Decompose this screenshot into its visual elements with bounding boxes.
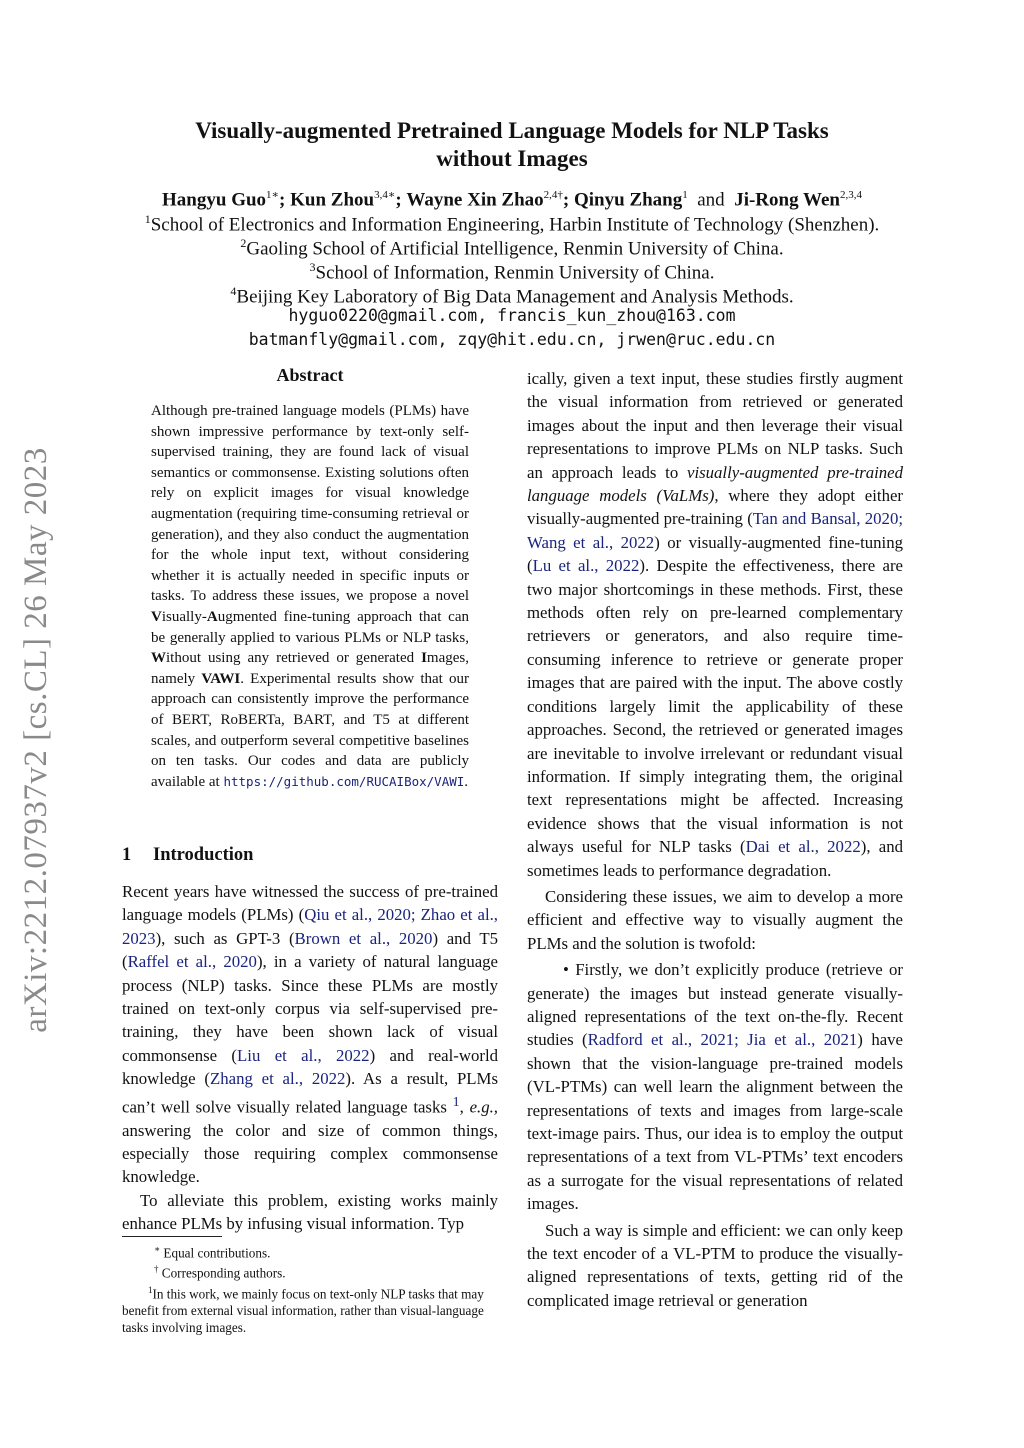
author-separator: ; — [562, 189, 570, 211]
email-line-2: batmanfly@gmail.com, zqy@hit.edu.cn, jrwen@ruc.edu.cn — [248, 330, 776, 349]
paragraph — [527, 1219, 903, 1313]
affiliation-text: School of Electronics and Information Engineering, Harbin Institute of Technology (Shenzhen). — [150, 214, 880, 236]
section-heading-introduction — [122, 845, 253, 866]
bullet-item — [527, 958, 903, 1215]
footnotes — [122, 1241, 498, 1336]
corresponding-author-mark: † — [557, 189, 563, 201]
abstract-bold-letter: A — [206, 608, 218, 625]
author-affiliation-sup: 2,4 — [543, 189, 558, 201]
author-and: and — [697, 189, 725, 211]
body-text: ). As a result, PLMs can’t well solve visually related language tasks — [122, 1069, 498, 1117]
footnote-text: Corresponding authors. — [158, 1265, 286, 1281]
paragraph — [122, 1189, 498, 1236]
equal-contribution-mark: ∗ — [387, 189, 396, 201]
affiliation-text: School of Information, Renmin University of China. — [315, 262, 715, 284]
right-column-body — [527, 367, 903, 1312]
abstract-text: Although pre-trained language models (PLMs) have shown impressive performance by text-only self-supervised training, they are found lack of visual semantics or commonsense. Existing solutions often rely on explicit images for visual knowledge augmentation (requiring time-consuming retrieval or generation), and they also conduct the augmentation for the whole input text, without considering whether it is actually needed in specific inputs or tasks. To address these issues, we propose a novel — [151, 403, 469, 605]
affiliation-sup: 2 — [240, 236, 247, 250]
body-text: ) or visually-augmented fine-tuning ( — [527, 532, 903, 576]
abstract-bold-letter: W — [151, 650, 166, 667]
body-text: ) and real-world knowledge ( — [122, 1045, 498, 1089]
paragraph — [122, 880, 498, 1189]
author-affiliation-sup: 3,4 — [374, 189, 388, 201]
footnote-mark: 1 — [148, 1284, 153, 1295]
footnote — [122, 1241, 498, 1261]
footnote — [122, 1261, 498, 1281]
left-column-body — [122, 880, 498, 1236]
author-name: Hangyu Guo — [162, 189, 267, 211]
citation-link[interactable]: Radford et al., 2021; Jia et al., 2021 — [587, 1030, 858, 1050]
affiliation-text: Gaoling School of Artificial Intelligence, Renmin University of China. — [246, 238, 784, 260]
footnote-ref-link[interactable]: 1 — [452, 1094, 460, 1110]
footnote — [122, 1282, 498, 1336]
abstract-body — [151, 401, 469, 792]
bullet-icon: • — [563, 960, 569, 980]
body-text: ), and sometimes leads to performance degradation. — [527, 837, 903, 880]
author-separator: ; — [279, 189, 286, 211]
citation-link[interactable]: Tan and Bansal, 2020; Wang et al., 2022 — [527, 509, 903, 552]
body-text: Firstly, we don’t explicitly produce (retrieve or generate) the images but instead generate visually-aligned representations of the text on-the-fly. Recent studies ( — [527, 960, 903, 1050]
author-separator: ; — [395, 189, 402, 211]
body-text: answering the color and size of common things, especially those requiring complex commonsense knowledge. — [122, 1120, 498, 1187]
footnote-text: In this work, we mainly focus on text-only NLP tasks that may benefit from external visual information, rather than visual-language tasks involving images. — [122, 1286, 484, 1336]
body-text: Recent years have witnessed the success of pre-trained language models (PLMs) ( — [122, 882, 498, 925]
citation-link[interactable]: Liu et al., 2022 — [237, 1045, 370, 1065]
abstract-bold-letter: I — [421, 650, 427, 667]
paper-title — [100, 117, 924, 173]
body-text: ). Despite the effectiveness, there are two major shortcomings in these methods. First, these methods often rely on pre-learned complementary retrievers or generators, and also require time-consuming inference to retrieve or generate proper images that are paired with the input. The above costly conditions largely limit the applicability of these approaches. Second, the retrieved or generated images are inevitable to involve irrelevant or redundant visual information. If simply integrating them, the original text representations might be affected. Increasing evidence shows that the visual information is not always useful for NLP tasks ( — [527, 556, 903, 857]
abstract-heading: Abstract — [276, 365, 344, 385]
title-line-2: without Images — [436, 146, 588, 171]
body-text: , where they adopt either visually-augmented pre-training ( — [527, 486, 903, 529]
affiliation-text: Beijing Key Laboratory of Big Data Management and Analysis Methods. — [236, 286, 794, 308]
section-title: Introduction — [153, 845, 254, 865]
abstract-text: . Experimental results show that our approach can consistently improve the performance of BERT, RoBERTa, BART, and T5 at different scales, and outperform several competitive baselines on ten tasks. Our codes and data are publicly available at — [151, 670, 469, 790]
affiliation-sup: 4 — [230, 284, 237, 298]
abstract-text: . — [464, 773, 469, 790]
italic-text: e.g., — [469, 1097, 498, 1117]
abstract-text: mages, namely — [151, 650, 469, 687]
body-text: , — [459, 1097, 470, 1117]
body-text: ), such as GPT-3 ( — [155, 928, 295, 948]
abstract-text: isually- — [161, 608, 207, 625]
author-affiliation-sup: 2,3,4 — [839, 189, 862, 201]
arxiv-identifier-stamp: arXiv:2212.07937v2 [cs.CL] 26 May 2023 — [18, 447, 54, 1033]
body-text: ), in a variety of natural language process (NLP) tasks. Since these PLMs are mostly trained on text-only corpus via self-supervised pre-training, they have been shown lack of visual commonsense ( — [122, 952, 499, 1065]
abstract-bold-letter: V — [151, 608, 162, 625]
footnote-mark: † — [154, 1264, 159, 1275]
body-text: ) and T5 ( — [122, 928, 498, 972]
body-text: ically, given a text input, these studies firstly augment the visual information from retrieved or generated images about the input and then leverage their visual representations to improve PLMs on NLP tasks. Such an approach leads to — [527, 369, 903, 482]
affiliation-sup: 1 — [144, 212, 151, 226]
body-text: Considering these issues, we aim to develop a more efficient and effective way to visually augment the PLMs and the solution is twofold: — [527, 886, 903, 953]
citation-link[interactable]: Zhang et al., 2022 — [210, 1069, 346, 1089]
citation-link[interactable]: Lu et al., 2022 — [532, 556, 640, 576]
abstract-text: ugmented fine-tuning approach that can be generally applied to various PLMs or NLP tasks, — [151, 608, 469, 646]
italic-text: visually-augmented pre-trained language models (VaLMs) — [527, 462, 904, 506]
citation-link[interactable]: Brown et al., 2020 — [294, 928, 433, 948]
affiliation-sup: 3 — [309, 260, 316, 274]
body-text: To alleviate this problem, existing works mainly enhance PLMs by infusing visual information. Typ — [122, 1190, 498, 1234]
author-affiliation-sup: 1 — [266, 189, 272, 201]
footnote-divider — [122, 1236, 222, 1237]
code-repository-link[interactable]: https://github.com/RUCAIBox/VAWI — [223, 773, 465, 789]
footnote-text: Equal contributions. — [160, 1245, 271, 1261]
method-name: VAWI — [201, 670, 241, 687]
email-line-1: hyguo0220@gmail.com, francis_kun_zhou@163.com — [288, 306, 736, 325]
citation-link[interactable]: Qiu et al., 2020; Zhao et al., 2023 — [122, 905, 498, 948]
author-name: Qinyu Zhang — [574, 189, 683, 211]
abstract-text: ithout using any retrieved or generated — [166, 650, 422, 667]
author-name: Ji-Rong Wen — [734, 189, 840, 211]
paragraph — [527, 367, 903, 882]
equal-contribution-mark: ∗ — [271, 189, 280, 201]
paragraph — [527, 885, 903, 955]
title-line-1: Visually-augmented Pretrained Language Models for NLP Tasks — [195, 118, 829, 143]
citation-link[interactable]: Dai et al., 2022 — [745, 837, 861, 857]
author-affiliation-sup: 1 — [682, 189, 688, 201]
footnote-mark: ∗ — [154, 1244, 161, 1254]
section-number: 1 — [122, 845, 132, 865]
body-text: Such a way is simple and efficient: we can only keep the text encoder of a VL-PTM to produce the visually-aligned representations of texts, getting rid of the complicated image retrieval or generation — [527, 1220, 903, 1310]
author-name: Kun Zhou — [290, 189, 375, 211]
author-name: Wayne Xin Zhao — [406, 189, 544, 211]
citation-link[interactable]: Raffel et al., 2020 — [127, 952, 257, 972]
body-text: ) have shown that the vision-language pre-trained models (VL-PTMs) can well learn the alignment between the representations of texts and images from large-scale text-image pairs. Thus, our idea is to employ the output representations of a text from VL-PTMs’ text encoders as a surrogate for the visual representations of related images. — [527, 1030, 903, 1214]
